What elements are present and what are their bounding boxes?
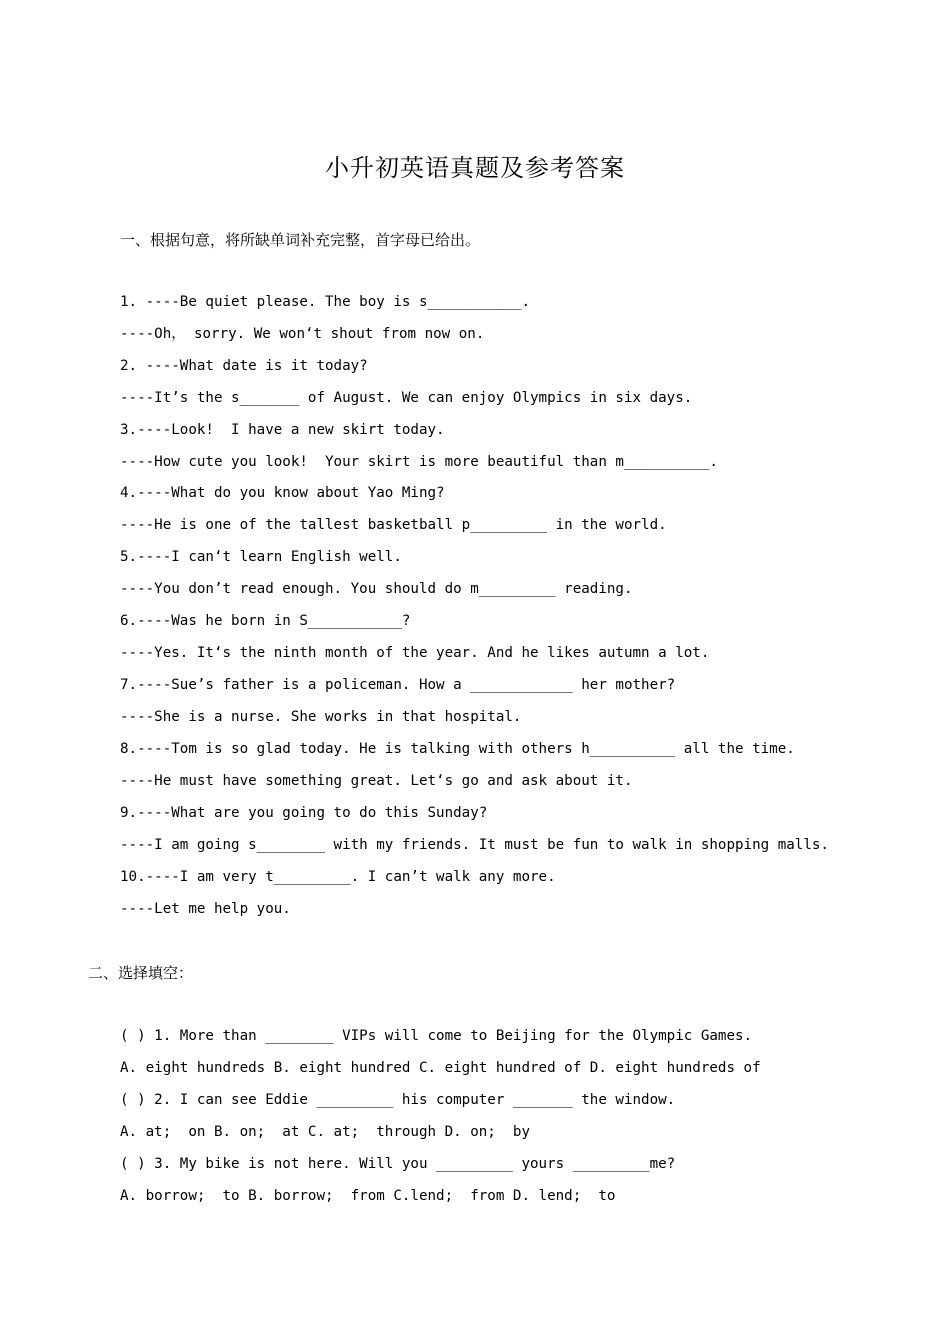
answer-line: ----You don’t read enough. You should do m_________ reading.: [120, 581, 633, 597]
question-line: 1. ----Be quiet please. The boy is s___________.: [120, 294, 530, 310]
page-title: 小升初英语真题及参考答案: [325, 154, 625, 182]
answer-line: ----He is one of the tallest basketball p_________ in the world.: [120, 517, 667, 533]
question-line: 9.----What are you going to do this Sunday?: [120, 805, 488, 821]
answer-line: ----I am going s________ with my friends. It must be fun to walk in shopping malls.: [120, 837, 829, 853]
answer-line: ----Oh， sorry. We won‘t shout from now on.: [120, 326, 485, 342]
choice-options: A. borrow; to B. borrow; from C.lend; from D. lend; to: [120, 1188, 616, 1204]
choice-question: ( ) 1. More than ________ VIPs will come to Beijing for the Olympic Games.: [120, 1028, 753, 1044]
answer-line: ----He must have something great. Let‘s go and ask about it.: [120, 773, 633, 789]
question-line: 3.----Look! I have a new skirt today.: [120, 422, 445, 438]
answer-line: ----She is a nurse. She works in that hospital.: [120, 709, 522, 725]
section-heading-2: 二、选择填空：: [88, 964, 194, 982]
question-line: 2. ----What date is it today?: [120, 358, 368, 374]
answer-line: ----How cute you look! Your skirt is more beautiful than m__________.: [120, 454, 718, 470]
section-heading-1: 一、根据句意，将所缺单词补充完整，首字母已给出。: [120, 231, 481, 249]
choice-options: A. eight hundreds B. eight hundred C. eight hundred of D. eight hundreds of: [120, 1060, 761, 1076]
question-line: 10.----I am very t_________. I can’t walk any more.: [120, 869, 556, 885]
question-line: 5.----I can‘t learn English well.: [120, 549, 402, 565]
question-line: 8.----Tom is so glad today. He is talking with others h__________ all the time.: [120, 741, 795, 757]
answer-line: ----Let me help you.: [120, 901, 291, 917]
choice-question: ( ) 2. I can see Eddie _________ his computer _______ the window.: [120, 1092, 676, 1108]
question-line: 4.----What do you know about Yao Ming?: [120, 485, 445, 501]
question-line: 6.----Was he born in S___________?: [120, 613, 411, 629]
answer-line: ----Yes. It‘s the ninth month of the year. And he likes autumn a lot.: [120, 645, 710, 661]
answer-line: ----It’s the s_______ of August. We can enjoy Olympics in six days.: [120, 390, 693, 406]
question-line: 7.----Sue’s father is a policeman. How a ____________ her mother?: [120, 677, 676, 693]
choice-question: ( ) 3. My bike is not here. Will you _________ yours _________me?: [120, 1156, 676, 1172]
choice-options: A. at; on B. on; at C. at; through D. on; by: [120, 1124, 530, 1140]
